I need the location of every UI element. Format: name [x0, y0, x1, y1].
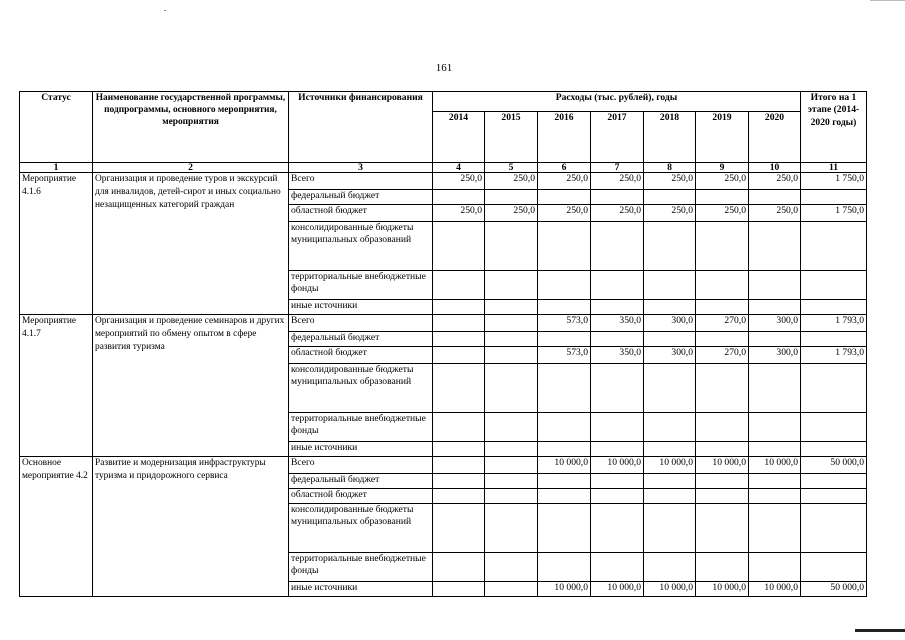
funding-source-cell: иные источники [289, 442, 433, 457]
year-value-cell [485, 474, 538, 489]
total-value-cell [801, 332, 867, 347]
year-value-cell: 573,0 [538, 347, 591, 364]
year-value-cell [696, 489, 749, 504]
year-value-cell [749, 222, 801, 271]
header-year: 2017 [591, 112, 644, 163]
funding-source-cell: федеральный бюджет [289, 190, 433, 205]
year-value-cell [749, 332, 801, 347]
year-value-cell: 10 000,0 [591, 582, 644, 597]
year-value-cell [749, 474, 801, 489]
year-value-cell [591, 364, 644, 413]
column-number: 1 [20, 163, 93, 173]
header-year: 2015 [485, 112, 538, 163]
year-value-cell: 10 000,0 [696, 457, 749, 474]
header-year: 2019 [696, 112, 749, 163]
total-value-cell: 1 750,0 [801, 205, 867, 222]
year-value-cell [485, 489, 538, 504]
year-value-cell: 300,0 [749, 315, 801, 332]
header-status: Статус [20, 92, 93, 163]
total-value-cell [801, 190, 867, 205]
table-row [20, 315, 867, 332]
program-name-cell: Развитие и модернизация инфраструктуры туризма и придорожного сервиса [93, 457, 289, 597]
column-number: 6 [538, 163, 591, 173]
year-value-cell [485, 332, 538, 347]
year-value-cell [696, 222, 749, 271]
year-value-cell [485, 190, 538, 205]
total-value-cell: 1 793,0 [801, 347, 867, 364]
table-header [20, 92, 867, 173]
year-value-cell [696, 413, 749, 442]
table-body [20, 173, 867, 597]
year-value-cell [433, 364, 485, 413]
program-name-cell: Организация и проведение семинаров и других мероприятий по обмену опытом в сфере развития туризма [93, 315, 289, 457]
year-value-cell [644, 190, 696, 205]
table-row [20, 457, 867, 474]
year-value-cell: 270,0 [696, 347, 749, 364]
year-value-cell: 10 000,0 [749, 582, 801, 597]
year-value-cell [644, 222, 696, 271]
year-value-cell [591, 190, 644, 205]
year-value-cell [485, 222, 538, 271]
program-name-cell: Организация и проведение туров и экскурсий для инвалидов, детей-сирот и иных социально незащищенных категорий граждан [93, 173, 289, 315]
year-value-cell [749, 190, 801, 205]
year-value-cell: 250,0 [433, 173, 485, 190]
year-value-cell [591, 553, 644, 582]
year-value-cell: 10 000,0 [644, 582, 696, 597]
year-value-cell [485, 582, 538, 597]
total-value-cell: 1 793,0 [801, 315, 867, 332]
status-cell: Мероприятие 4.1.6 [20, 173, 93, 315]
year-value-cell [433, 442, 485, 457]
scan-edge-mark [855, 629, 905, 632]
column-number-row [20, 163, 867, 173]
year-value-cell: 350,0 [591, 347, 644, 364]
year-value-cell [591, 300, 644, 315]
funding-source-cell: территориальные внебюджетные фонды [289, 413, 433, 442]
total-value-cell [801, 489, 867, 504]
year-value-cell: 250,0 [644, 205, 696, 222]
total-value-cell [801, 413, 867, 442]
scan-speck [164, 10, 166, 11]
year-value-cell [644, 504, 696, 553]
year-value-cell: 10 000,0 [591, 457, 644, 474]
year-value-cell: 250,0 [591, 173, 644, 190]
year-value-cell [433, 222, 485, 271]
column-number: 3 [289, 163, 433, 173]
funding-source-cell: федеральный бюджет [289, 332, 433, 347]
funding-source-cell: федеральный бюджет [289, 474, 433, 489]
funding-source-cell: консолидированные бюджеты муниципальных образований [289, 222, 433, 271]
column-number: 5 [485, 163, 538, 173]
year-value-cell: 250,0 [749, 173, 801, 190]
year-value-cell [591, 474, 644, 489]
funding-source-cell: Всего [289, 315, 433, 332]
budget-table [19, 91, 867, 597]
total-value-cell [801, 474, 867, 489]
year-value-cell [485, 457, 538, 474]
year-value-cell [485, 553, 538, 582]
year-value-cell [696, 474, 749, 489]
year-value-cell [433, 300, 485, 315]
year-value-cell [433, 315, 485, 332]
year-value-cell: 250,0 [696, 173, 749, 190]
year-value-cell [485, 442, 538, 457]
total-value-cell: 1 750,0 [801, 173, 867, 190]
header-year: 2014 [433, 112, 485, 163]
header-year: 2020 [749, 112, 801, 163]
total-value-cell: 50 000,0 [801, 582, 867, 597]
year-value-cell [644, 271, 696, 300]
year-value-cell: 250,0 [696, 205, 749, 222]
year-value-cell [749, 364, 801, 413]
year-value-cell [644, 489, 696, 504]
funding-source-cell: иные источники [289, 582, 433, 597]
total-value-cell: 50 000,0 [801, 457, 867, 474]
year-value-cell: 10 000,0 [696, 582, 749, 597]
total-value-cell [801, 222, 867, 271]
year-value-cell [433, 332, 485, 347]
year-value-cell [538, 504, 591, 553]
column-number: 2 [93, 163, 289, 173]
year-value-cell: 300,0 [644, 347, 696, 364]
total-value-cell [801, 442, 867, 457]
header-name: Наименование государственной программы, подпрограммы, основного мероприятия, мероприятия [93, 92, 289, 163]
year-value-cell [749, 300, 801, 315]
year-value-cell [433, 582, 485, 597]
year-value-cell [433, 413, 485, 442]
funding-source-cell: областной бюджет [289, 205, 433, 222]
year-value-cell [433, 190, 485, 205]
header-year: 2018 [644, 112, 696, 163]
funding-source-cell: областной бюджет [289, 489, 433, 504]
year-value-cell: 250,0 [538, 205, 591, 222]
column-number: 7 [591, 163, 644, 173]
year-value-cell [591, 442, 644, 457]
year-value-cell [696, 553, 749, 582]
funding-source-cell: Всего [289, 457, 433, 474]
year-value-cell [433, 474, 485, 489]
funding-source-cell: консолидированные бюджеты муниципальных образований [289, 504, 433, 553]
year-value-cell [485, 413, 538, 442]
year-value-cell [591, 222, 644, 271]
year-value-cell [433, 489, 485, 504]
column-number: 9 [696, 163, 749, 173]
year-value-cell: 10 000,0 [538, 582, 591, 597]
table-row [20, 173, 867, 190]
funding-source-cell: территориальные внебюджетные фонды [289, 553, 433, 582]
year-value-cell [591, 413, 644, 442]
year-value-cell [485, 300, 538, 315]
year-value-cell [538, 474, 591, 489]
year-value-cell: 250,0 [433, 205, 485, 222]
year-value-cell [749, 553, 801, 582]
year-value-cell [749, 489, 801, 504]
year-value-cell [696, 364, 749, 413]
year-value-cell [749, 504, 801, 553]
year-value-cell: 10 000,0 [538, 457, 591, 474]
year-value-cell: 250,0 [485, 173, 538, 190]
year-value-cell [591, 504, 644, 553]
year-value-cell [749, 413, 801, 442]
year-value-cell: 250,0 [749, 205, 801, 222]
year-value-cell: 270,0 [696, 315, 749, 332]
year-value-cell [433, 271, 485, 300]
year-value-cell [591, 489, 644, 504]
year-value-cell: 350,0 [591, 315, 644, 332]
total-value-cell [801, 553, 867, 582]
scan-edge-line [870, 0, 905, 1]
year-value-cell: 250,0 [644, 173, 696, 190]
year-value-cell: 10 000,0 [644, 457, 696, 474]
header-sources: Источники финансирования [289, 92, 433, 163]
year-value-cell [485, 271, 538, 300]
year-value-cell [538, 300, 591, 315]
year-value-cell: 250,0 [591, 205, 644, 222]
year-value-cell [644, 413, 696, 442]
column-number: 11 [801, 163, 867, 173]
status-cell: Мероприятие 4.1.7 [20, 315, 93, 457]
year-value-cell [538, 364, 591, 413]
year-value-cell [433, 457, 485, 474]
year-value-cell [749, 442, 801, 457]
status-cell: Основное мероприятие 4.2 [20, 457, 93, 597]
funding-source-cell: территориальные внебюджетные фонды [289, 271, 433, 300]
year-value-cell [644, 553, 696, 582]
year-value-cell [696, 504, 749, 553]
year-value-cell [538, 190, 591, 205]
year-value-cell [538, 222, 591, 271]
year-value-cell [538, 442, 591, 457]
funding-source-cell: консолидированные бюджеты муниципальных образований [289, 364, 433, 413]
year-value-cell: 250,0 [485, 205, 538, 222]
year-value-cell [696, 190, 749, 205]
total-value-cell [801, 300, 867, 315]
year-value-cell [538, 553, 591, 582]
year-value-cell [538, 413, 591, 442]
page-number: 161 [435, 62, 453, 74]
column-number: 10 [749, 163, 801, 173]
year-value-cell [485, 315, 538, 332]
year-value-cell [433, 504, 485, 553]
year-value-cell [644, 364, 696, 413]
column-number: 4 [433, 163, 485, 173]
year-value-cell: 250,0 [538, 173, 591, 190]
year-value-cell [696, 442, 749, 457]
total-value-cell [801, 364, 867, 413]
year-value-cell: 300,0 [644, 315, 696, 332]
year-value-cell [644, 332, 696, 347]
year-value-cell [485, 347, 538, 364]
year-value-cell: 300,0 [749, 347, 801, 364]
year-value-cell [485, 364, 538, 413]
year-value-cell: 573,0 [538, 315, 591, 332]
header-expenses: Расходы (тыс. рублей), годы [433, 92, 801, 112]
funding-source-cell: Всего [289, 173, 433, 190]
header-year: 2016 [538, 112, 591, 163]
year-value-cell [696, 271, 749, 300]
header-total: Итого на 1 этапе (2014-2020 годы) [801, 92, 867, 163]
year-value-cell [433, 347, 485, 364]
year-value-cell [485, 504, 538, 553]
year-value-cell [591, 332, 644, 347]
year-value-cell: 10 000,0 [749, 457, 801, 474]
funding-source-cell: областной бюджет [289, 347, 433, 364]
total-value-cell [801, 504, 867, 553]
year-value-cell [749, 271, 801, 300]
year-value-cell [538, 332, 591, 347]
year-value-cell [644, 442, 696, 457]
year-value-cell [538, 489, 591, 504]
year-value-cell [696, 332, 749, 347]
total-value-cell [801, 271, 867, 300]
year-value-cell [433, 553, 485, 582]
funding-source-cell: иные источники [289, 300, 433, 315]
year-value-cell [644, 300, 696, 315]
year-value-cell [696, 300, 749, 315]
column-number: 8 [644, 163, 696, 173]
year-value-cell [538, 271, 591, 300]
year-value-cell [591, 271, 644, 300]
year-value-cell [644, 474, 696, 489]
